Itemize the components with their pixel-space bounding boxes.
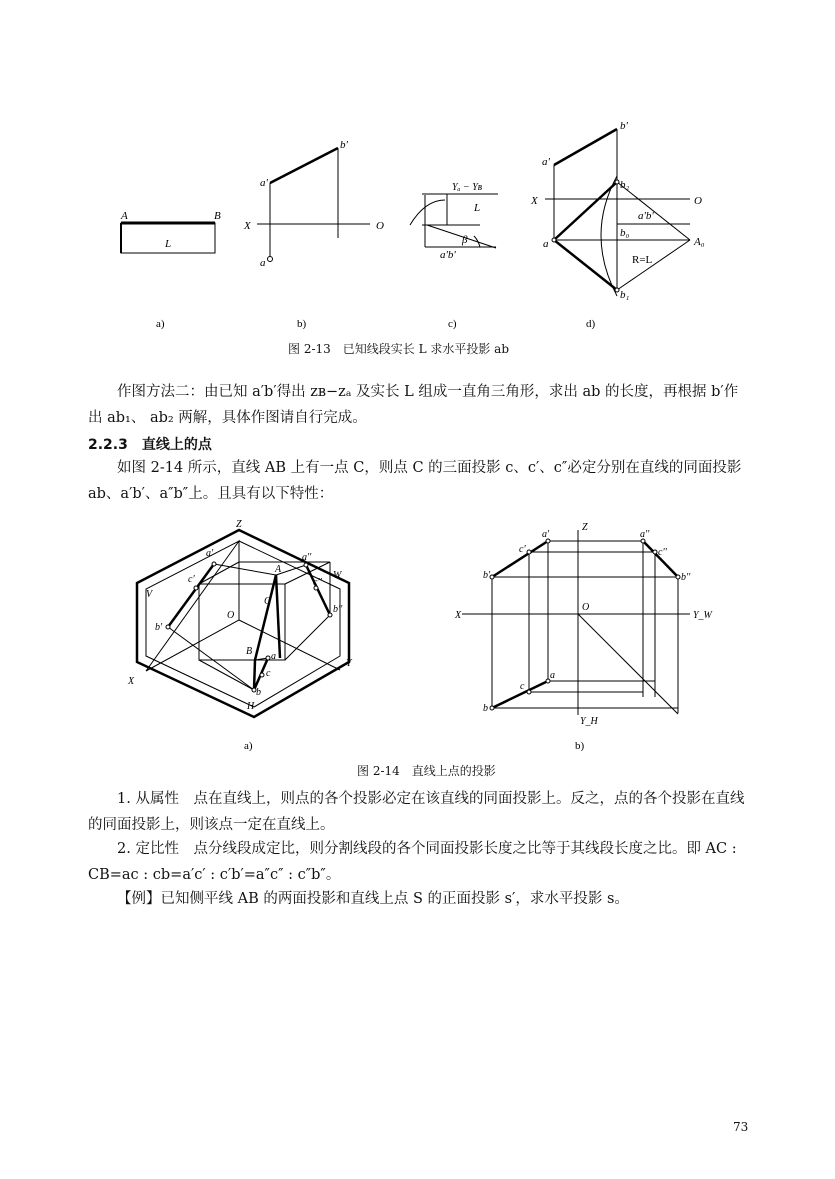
- label-a-b: a: [550, 670, 555, 681]
- label-c1-b: c': [519, 544, 526, 555]
- label-ab-d: a'b': [638, 210, 654, 222]
- label-beta: β: [462, 234, 468, 246]
- label-b0: b₀: [620, 227, 630, 239]
- paragraph-property-2: 2. 定比性 点分线段成定比，则分割线段的各个同面投影长度之比等于其线段长度之比。即 AC : CB=ac : cb=a′c′ : c′b′=a″c″ : c″b″。: [88, 841, 737, 883]
- paragraph-example: 【例】已知侧平线 AB 的两面投影和直线上点 S 的正面投影 s′，求水平投影 s。: [117, 891, 629, 907]
- label-X-a: X: [128, 676, 135, 687]
- label-b2-b: b'': [681, 572, 691, 583]
- section-heading: 2.2.3 直线上的点: [88, 437, 212, 453]
- label-A0: A₀: [694, 236, 705, 248]
- label-a-prime: a': [260, 177, 268, 189]
- label-a1-a: a': [206, 548, 214, 559]
- page-number: 73: [733, 1120, 749, 1134]
- paragraph-property-1: 1. 从属性 点在直线上，则点的各个投影必定在该直线的同面投影上。反之，点的各个投影在直线的同面投影上，则该点一定在直线上。: [88, 791, 745, 833]
- label-O-b: O: [582, 602, 590, 613]
- label-O-d: O: [694, 195, 702, 207]
- label-Z-b: Z: [582, 522, 588, 533]
- label-c2-b: c'': [658, 547, 667, 558]
- label-H-a: H: [247, 701, 255, 712]
- paragraph-method-two: 作图方法二：由已知 a′b′得出 zʙ−zₐ 及实长 L 组成一直角三角形，求出 ab 的长度，再根据 b′作出 ab₁、 ab₂ 两解，具体作图请自行完成。: [88, 384, 739, 426]
- label-L: L: [165, 238, 172, 250]
- label-b1-b: b': [483, 570, 491, 581]
- label-b2: b₂: [620, 179, 630, 191]
- label-R: R=L: [632, 254, 653, 266]
- label-O: O: [376, 220, 384, 232]
- label-c-b: c: [520, 681, 525, 692]
- label-a-a: a: [271, 651, 276, 662]
- label-C-a: C: [264, 596, 271, 607]
- label-c-a: c: [266, 668, 271, 679]
- label-c2-a: c'': [313, 577, 322, 588]
- label-YW-b: Y_W: [693, 610, 712, 621]
- label-X-d: X: [531, 195, 538, 207]
- label-a2-a: a'': [302, 552, 312, 563]
- paragraph-intro: 如图 2-14 所示，直线 AB 上有一点 C，则点 C 的三面投影 c、c′、c″必定分别在直线的同面投影 ab、a′b′、a″b″上。且具有以下特性：: [88, 460, 742, 502]
- label-O-a: O: [227, 610, 235, 621]
- label-Z-a: Z: [236, 519, 242, 530]
- label-W-a: W: [333, 570, 342, 581]
- label-a1-b: a': [542, 529, 550, 540]
- label-a-prime-d: a': [542, 156, 550, 168]
- sublabel-a: a): [156, 318, 165, 330]
- figure-2-13-caption: 图 2-13 已知线段实长 L 求水平投影 ab: [288, 342, 510, 356]
- figure-2-14-caption: 图 2-14 直线上点的投影: [357, 764, 496, 778]
- label-b1-a: b': [155, 622, 163, 633]
- label-b-prime-d: b': [620, 120, 628, 132]
- label-B-a: B: [246, 646, 253, 657]
- sublabel-b: b): [297, 318, 307, 330]
- label-X-b: X: [455, 610, 462, 621]
- label-a-d: a: [543, 238, 549, 250]
- label-B: B: [214, 210, 221, 222]
- label-b1: b₁: [620, 289, 630, 301]
- label-V-a: V: [146, 589, 153, 600]
- label-YH-b: Y_H: [580, 716, 598, 727]
- label-A: A: [121, 210, 128, 222]
- label-ydiff: Yₐ − Yʙ: [452, 182, 483, 193]
- label-X: X: [244, 220, 251, 232]
- label-ab-c: a'b': [440, 249, 456, 261]
- label-c1-a: c': [188, 574, 195, 585]
- sublabel-c: c): [448, 318, 457, 330]
- label-Y-a: Y: [346, 658, 352, 669]
- sublabel-d: d): [586, 318, 596, 330]
- sublabel-b-214: b): [575, 740, 585, 752]
- label-b-prime: b': [340, 139, 348, 151]
- label-L-c: L: [474, 202, 481, 214]
- label-a: a: [260, 257, 266, 269]
- label-a2-b: a'': [640, 529, 650, 540]
- label-A-a: A: [275, 564, 282, 575]
- sublabel-a-214: a): [244, 740, 253, 752]
- label-b-b: b: [483, 703, 488, 714]
- label-b-a: b: [256, 687, 261, 698]
- label-b2-a: b'': [333, 604, 343, 615]
